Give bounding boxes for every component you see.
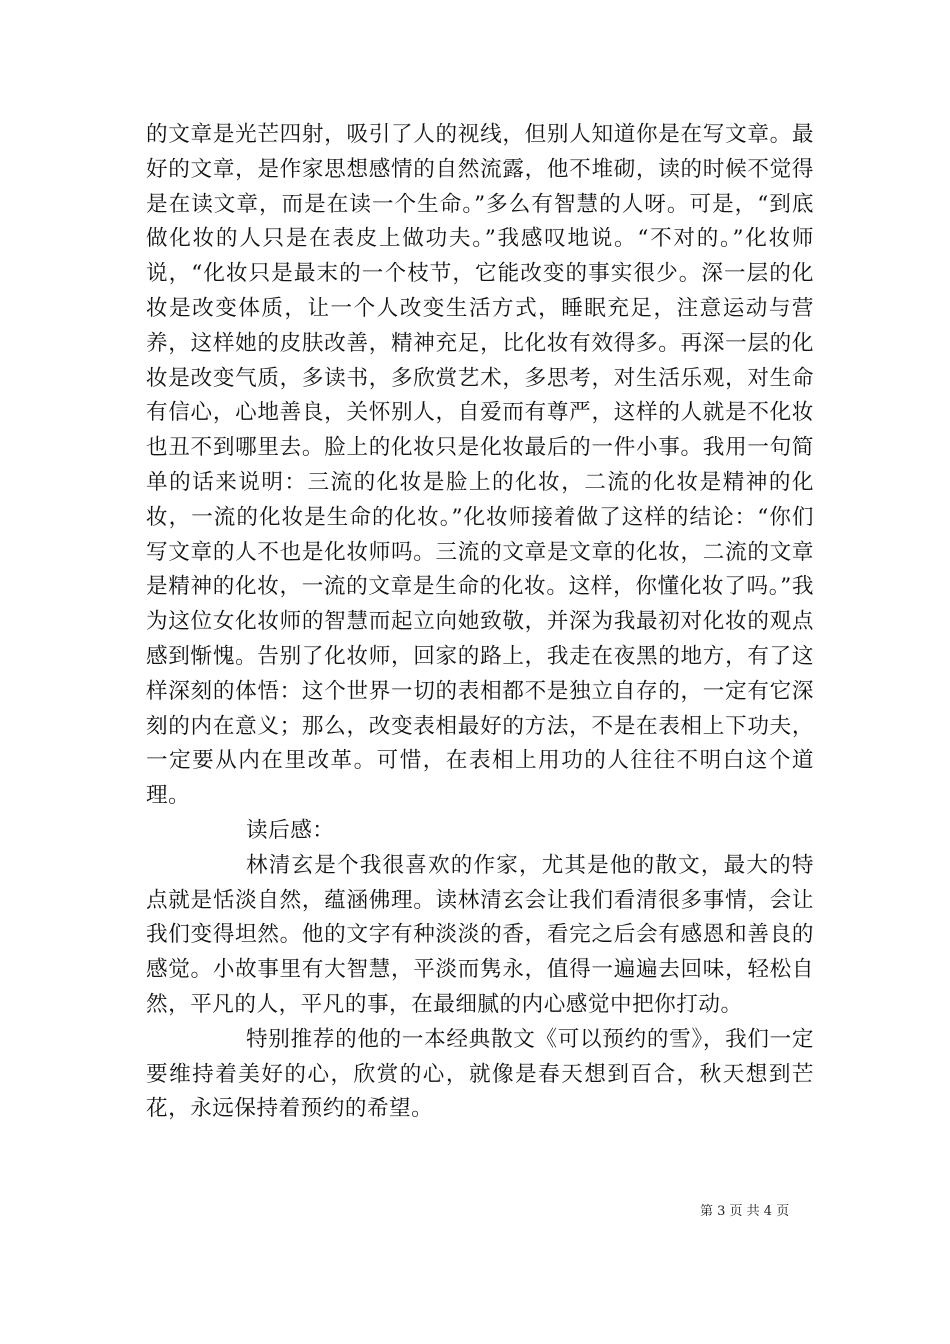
page-number: 第 3 页 共 4 页 bbox=[700, 1204, 790, 1219]
paragraph-continuation: 的文章是光芒四射，吸引了人的视线，但别人知道你是在写文章。最好的文章，是作家思想感情的自然流露，他不堆砌，读的时候不觉得是在读文章，而是在读一个生命。”多么有智慧的人呀。可是，“到底做化妆的人只是在表皮上做功夫。”我感叹地说。“不对的。”化妆师说，“化妆只是最末的一个枝节，它能改变的事实很少。深一层的化妆是改变体质，让一个人改变生活方式，睡眠充足，注意运动与营养，这样她的皮肤改善，精神充足，比化妆有效得多。再深一层的化妆是改变气质，多读书，多欣赏艺术，多思考，对生活乐观，对生命有信心，心地善良，关怀别人，自爱而有尊严，这样的人就是不化妆也丑不到哪里去。脸上的化妆只是化妆最后的一件小事。我用一句简单的话来说明：三流的化妆是脸上的化妆，二流的化妆是精神的化妆，一流的化妆是生命的化妆。”化妆师接着做了这样的结论：“你们写文章的人不也是化妆师吗。三流的文章是文章的化妆，二流的文章是精神的化妆，一流的文章是生命的化妆。这样，你懂化妆了吗。”我为这位女化妆师的智慧而起立向她致敬，并深为我最初对化妆的观点感到惭愧。告别了化妆师，回家的路上，我走在夜黑的地方，有了这样深刻的体悟：这个世界一切的表相都不是独立自存的，一定有它深刻的内在意义；那么，改变表相最好的方法，不是在表相上下功夫，一定要从内在里改革。可惜，在表相上用功的人往往不明白这个道理。 bbox=[146, 122, 814, 809]
paragraph-reflection: 林清玄是个我很喜欢的作家，尤其是他的散文，最大的特点就是恬淡自然，蕴涵佛理。读林清玄会让我们看清很多事情，会让我们变得坦然。他的文字有种淡淡的香，看完之后会有感恩和善良的感觉。小故事里有大智慧，平淡而隽永，值得一遍遍去回味，轻松自然，平凡的人，平凡的事，在最细腻的内心感觉中把你打动。 bbox=[146, 852, 814, 1017]
document-body bbox=[146, 118, 814, 1127]
reflection-heading: 读后感： bbox=[246, 817, 335, 843]
paragraph-recommendation: 特别推荐的他的一本经典散文《可以预约的雪》，我们一定要维持着美好的心，欣赏的心，就像是春天想到百合，秋天想到芒花，永远保持着预约的希望。 bbox=[146, 1026, 814, 1122]
